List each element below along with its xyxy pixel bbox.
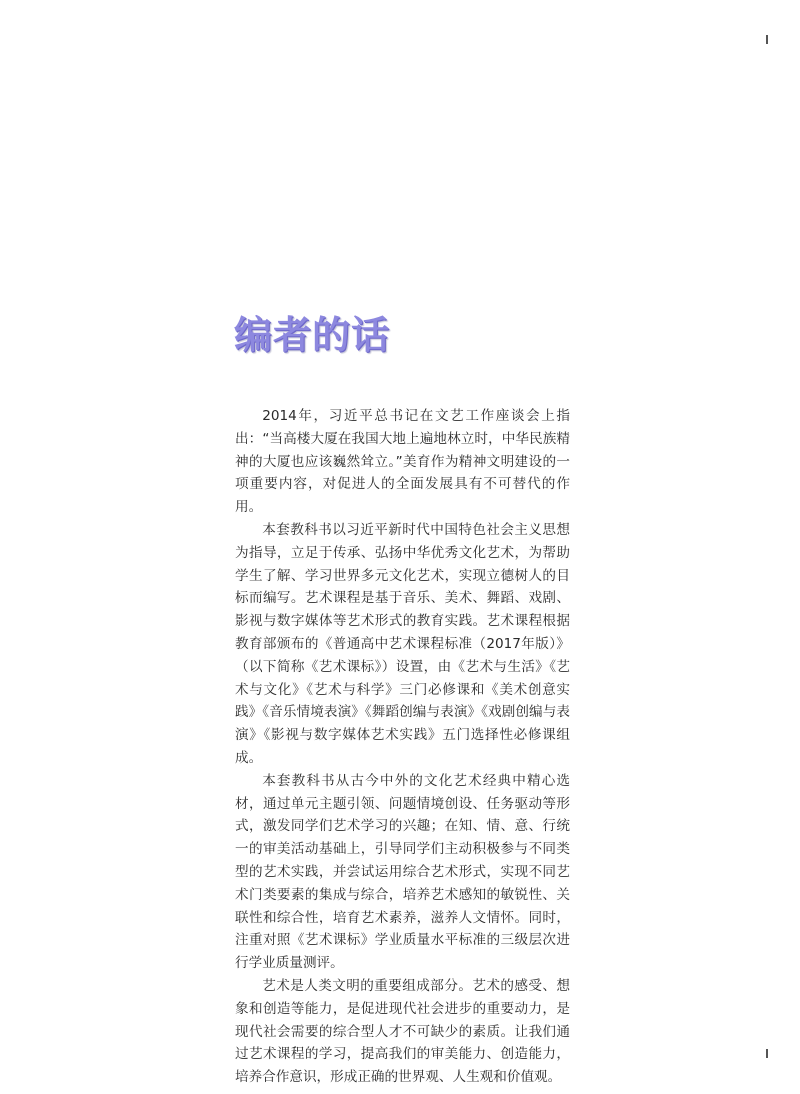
paragraph-3: 本套教科书从古今中外的文化艺术经典中精心选材，通过单元主题引领、问题情境创设、任务驱动等形式，激发同学们艺术学习的兴趣；在知、情、意、行统一的审美活动基础上，引导同学们主动积极参与不同类型的艺术实践，并尝试运用综合艺术形式，实现不同艺术门类要素的集成与综合，培养艺术感知的敏锐性、关联性和综合性，培育艺术素养，滋养人文情怀。同时，注重对照《艺术课标》学业质量水平标准的三级层次进行学业质量测评。 (235, 772, 570, 972)
preface-body (235, 405, 570, 1089)
page-title: 编者的话 (234, 313, 391, 358)
paragraph-2: 本套教科书以习近平新时代中国特色社会主义思想为指导，立足于传承、弘扬中华优秀文化艺术，为帮助学生了解、学习世界多元文化艺术，实现立德树人的目标而编写。艺术课程是基于音乐、美术、舞蹈、戏剧、影视与数字媒体等艺术形式的教育实践。艺术课程根据教育部颁布的《普通高中艺术课程标准（2017年版）》（以下简称《艺术课标》）设置，由《艺术与生活》《艺术与文化》《艺术与科学》三门必修课和《美术创意实践》《音乐情境表演》《舞蹈创编与表演》《戏剧创编与表演》《影视与数字媒体艺术实践》五门选择性必修课组成。 (235, 521, 570, 766)
crop-mark-top (766, 35, 768, 44)
crop-mark-bottom (766, 1049, 768, 1058)
paragraph-4: 艺术是人类文明的重要组成部分。艺术的感受、想象和创造等能力，是促进现代社会进步的重要动力，是现代社会需要的综合型人才不可缺少的素质。让我们通过艺术课程的学习，提高我们的审美能力、创造能力，培养合作意识，形成正确的世界观、人生观和价值观。 (235, 977, 570, 1086)
paragraph-1: 2014年，习近平总书记在文艺工作座谈会上指出：“当高楼大厦在我国大地上遍地林立时，中华民族精神的大厦也应该巍然耸立。”美育作为精神文明建设的一项重要内容，对促进人的全面发展具有不可替代的作用。 (235, 408, 570, 516)
